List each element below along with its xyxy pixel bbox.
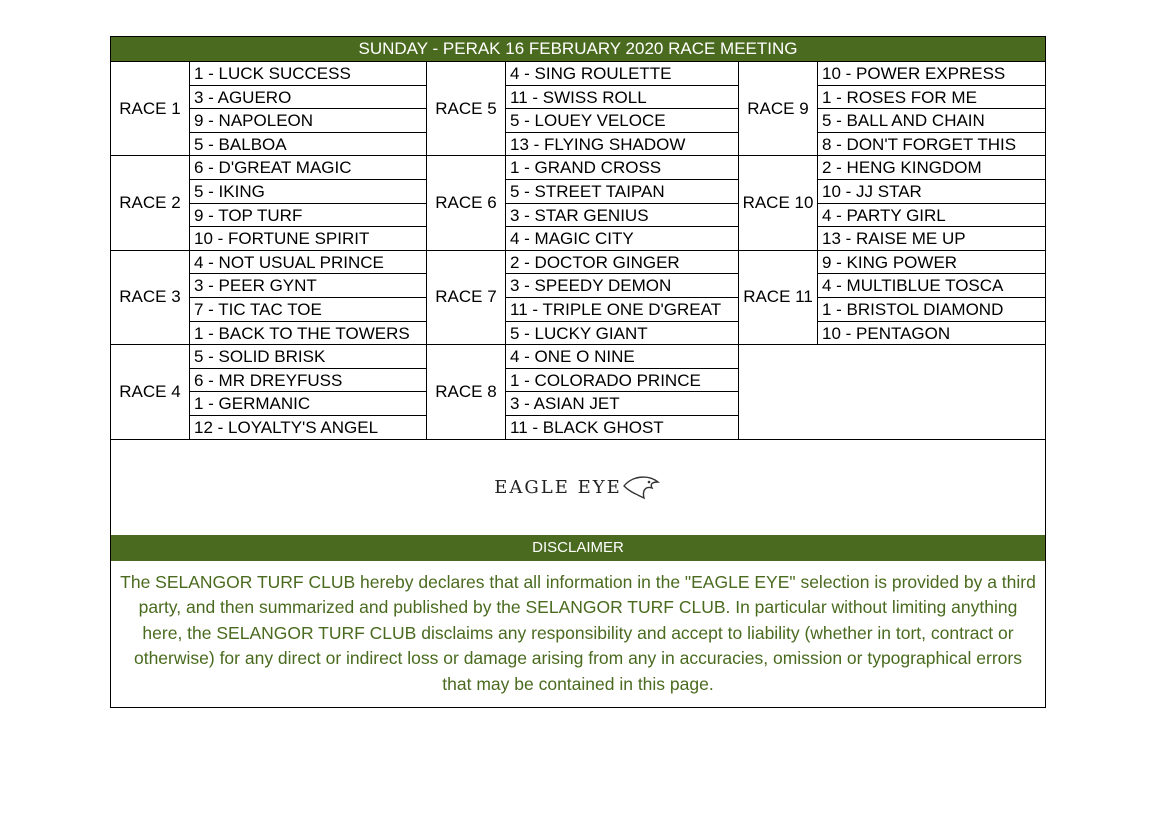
horse-selection: 5 - BALL AND CHAIN [818, 109, 1046, 133]
disclaimer-text: The SELANGOR TURF CLUB hereby declares that all information in the "EAGLE EYE" selection is provided by a third party, and then summarized and published by the SELANGOR TURF CLUB. In particular without limiting anything here, the SELANGOR TURF CLUB disclaims any responsibility and accept to liability (whether in tort, contract or otherwise) for any direct or indirect loss or damage arising from any in accuracies, omission or typographical errors that may be contained in this page. [120, 571, 1036, 694]
horse-selection: 10 - POWER EXPRESS [818, 62, 1046, 86]
race-label: RACE 1 [111, 62, 190, 156]
horse-selection: 4 - ONE O NINE [506, 345, 739, 369]
horse-selection: 4 - PARTY GIRL [818, 204, 1046, 228]
horse-selection: 4 - SING ROULETTE [506, 62, 739, 86]
horse-selection: 6 - MR DREYFUSS [190, 369, 427, 393]
horse-selection: 3 - ASIAN JET [506, 392, 739, 416]
horse-selection: 2 - DOCTOR GINGER [506, 251, 739, 275]
horse-selection: 3 - AGUERO [190, 86, 427, 110]
race-label: RACE 8 [427, 345, 506, 439]
horse-selection: 5 - IKING [190, 180, 427, 204]
horse-selection: 4 - MULTIBLUE TOSCA [818, 274, 1046, 298]
race-selection-sheet [110, 36, 1046, 708]
horse-selection: 6 - D'GREAT MAGIC [190, 156, 427, 180]
horse-selection: 3 - PEER GYNT [190, 274, 427, 298]
horse-selection: 13 - RAISE ME UP [818, 227, 1046, 251]
disclaimer-heading: DISCLAIMER [111, 535, 1045, 561]
horse-selection: 1 - GRAND CROSS [506, 156, 739, 180]
horse-selection: 5 - LUCKY GIANT [506, 322, 739, 346]
race-label: RACE 7 [427, 251, 506, 345]
meeting-title: SUNDAY - PERAK 16 FEBRUARY 2020 RACE MEETING [111, 37, 1045, 62]
horse-selection: 5 - STREET TAIPAN [506, 180, 739, 204]
horse-selection: 8 - DON'T FORGET THIS [818, 133, 1046, 157]
eagle-head-icon [622, 472, 662, 502]
race-label: RACE 5 [427, 62, 506, 156]
horse-selection: 12 - LOYALTY'S ANGEL [190, 416, 427, 440]
horse-selection: 10 - PENTAGON [818, 322, 1046, 346]
horse-selection: 10 - FORTUNE SPIRIT [190, 227, 427, 251]
horse-selection: 3 - STAR GENIUS [506, 204, 739, 228]
horse-selection: 1 - GERMANIC [190, 392, 427, 416]
race-label: RACE 2 [111, 156, 190, 250]
horse-selection: 10 - JJ STAR [818, 180, 1046, 204]
race-label: RACE 6 [427, 156, 506, 250]
logo-area [111, 440, 1045, 535]
race-label: RACE 11 [739, 251, 818, 345]
race-label: RACE 9 [739, 62, 818, 156]
eagle-eye-logo [494, 472, 662, 502]
horse-selection: 1 - COLORADO PRINCE [506, 369, 739, 393]
horse-selection: 7 - TIC TAC TOE [190, 298, 427, 322]
horse-selection: 9 - KING POWER [818, 251, 1046, 275]
horse-selection: 5 - BALBOA [190, 133, 427, 157]
horse-selection: 2 - HENG KINGDOM [818, 156, 1046, 180]
race-label: RACE 10 [739, 156, 818, 250]
horse-selection: 1 - ROSES FOR ME [818, 86, 1046, 110]
horse-selection: 1 - BRISTOL DIAMOND [818, 298, 1046, 322]
horse-selection: 11 - TRIPLE ONE D'GREAT [506, 298, 739, 322]
horse-selection: 4 - NOT USUAL PRINCE [190, 251, 427, 275]
horse-selection: 1 - LUCK SUCCESS [190, 62, 427, 86]
empty-slot [739, 345, 1046, 439]
horse-selection: 13 - FLYING SHADOW [506, 133, 739, 157]
horse-selection: 5 - LOUEY VELOCE [506, 109, 739, 133]
race-label: RACE 3 [111, 251, 190, 345]
horse-selection: 9 - TOP TURF [190, 204, 427, 228]
horse-selection: 4 - MAGIC CITY [506, 227, 739, 251]
horse-selection: 11 - SWISS ROLL [506, 86, 739, 110]
horse-selection: 1 - BACK TO THE TOWERS [190, 322, 427, 346]
horse-selection: 9 - NAPOLEON [190, 109, 427, 133]
logo-text: EAGLE EYE [494, 476, 622, 498]
horse-selection: 11 - BLACK GHOST [506, 416, 739, 440]
race-grid [111, 62, 1045, 440]
horse-selection: 3 - SPEEDY DEMON [506, 274, 739, 298]
race-label: RACE 4 [111, 345, 190, 439]
horse-selection: 5 - SOLID BRISK [190, 345, 427, 369]
